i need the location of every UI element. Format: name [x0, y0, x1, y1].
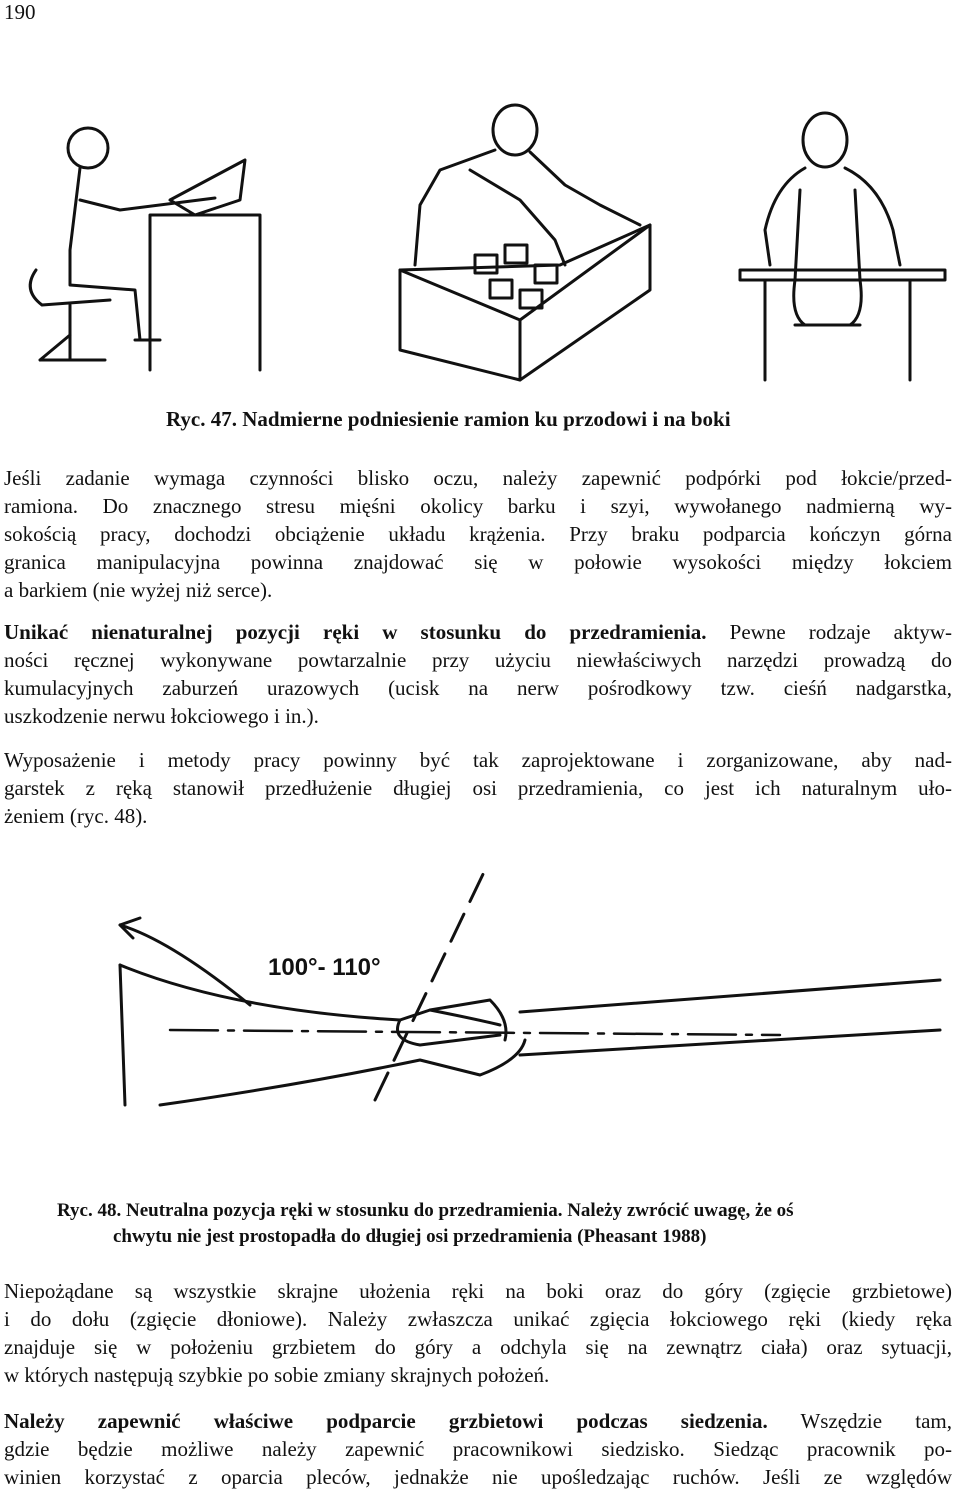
- bold-lead: Unikać nienaturalnej pozycji ręki w stosunku do przedramienia.: [4, 620, 707, 644]
- angle-arc: [120, 925, 250, 1005]
- text-line: sokością pracy, dochodzi obciążenie układu krążenia. Przy braku podparcia kończyn górna: [4, 522, 952, 546]
- figure-48-illustration: [0, 860, 960, 1190]
- text-line: granica manipulacyjna powinna znajdować się w połowie wysokości między łokciem: [4, 550, 952, 574]
- seated-worker-sketch: [30, 128, 260, 370]
- caption-line: Ryc. 48. Neutralna pozycja ręki w stosunku do przedramienia. Należy zwrócić uwagę, że oś: [57, 1200, 794, 1221]
- text-line: garstek z ręką stanowił przedłużenie długiej osi przedramienia, co jest ich naturalnym uło-: [4, 776, 952, 800]
- paragraph-4: [4, 1277, 952, 1389]
- text-line: a barkiem (nie wyżej niż serce).: [4, 578, 273, 602]
- text-line: uszkodzenie nerwu łokciowego i in.).: [4, 704, 319, 728]
- back-view-worker-sketch: [740, 113, 945, 380]
- text-run: Pewne rodzaje aktyw-: [706, 620, 952, 644]
- text-line: Wyposażenie i metody pracy powinny być tak zaprojektowane i zorganizowane, aby nad-: [4, 748, 952, 772]
- paragraph-3: [4, 746, 952, 830]
- page-number: 190: [4, 0, 36, 24]
- text-line: znajduje się w położeniu grzbietem do góry a odchyla się na zewnątrz ciała) oraz sytuacji,: [4, 1335, 952, 1359]
- figure-47-illustration: [0, 90, 960, 390]
- text-line: winien korzystać z oparcia pleców, jednakże nie upośledzając ruchów. Jeśli ze względów: [4, 1465, 952, 1489]
- text-run: Wszędzie tam,: [767, 1409, 952, 1433]
- paragraph-5: [4, 1407, 952, 1491]
- text-line: Niepożądane są wszystkie skrajne ułożenia ręki na boki oraz do góry (zgięcie grzbietowe): [4, 1279, 952, 1303]
- angle-label: 100°- 110°: [268, 954, 381, 981]
- text-line: Jeśli zadanie wymaga czynności blisko oczu, należy zapewnić podpórki pod łokcie/przed-: [4, 466, 952, 490]
- paragraph-1: [4, 464, 952, 604]
- paragraph-2: [4, 618, 952, 730]
- text-line: gdzie będzie możliwe należy zapewnić pracownikowi siedzisko. Siedząc pracownik po-: [4, 1437, 952, 1461]
- text-line: i do dołu (zgięcie dłoniowe). Należy zwłaszcza unikać zgięcia łokciowego ręki (kiedy ręka: [4, 1307, 952, 1331]
- figure-48-caption: [57, 1198, 937, 1250]
- text-line: ramiona. Do znacznego stresu mięśni okolicy barku i szyi, wywołanego nadmierną wy-: [4, 494, 952, 518]
- text-line: kumulacyjnych zaburzeń urazowych (ucisk na nerw pośrodkowy tzw. cieśń nadgarstka,: [4, 676, 952, 700]
- text-line: w których następują szybkie po sobie zmiany skrajnych położeń.: [4, 1363, 550, 1387]
- figure-47-caption: Ryc. 47. Nadmierne podniesienie ramion ku przodowi i na boki: [166, 407, 731, 431]
- bold-lead: Należy zapewnić właściwe podparcie grzbietowi podczas siedzenia.: [4, 1409, 768, 1433]
- reaching-worker-sketch: [400, 105, 650, 380]
- text-line: żeniem (ryc. 48).: [4, 804, 148, 828]
- caption-line: chwytu nie jest prostopadła do długiej osi przedramienia (Pheasant 1988): [113, 1226, 707, 1247]
- text-line: ności ręcznej wykonywane powtarzalnie przy użyciu niewłaściwych narzędzi prowadzą do: [4, 648, 952, 672]
